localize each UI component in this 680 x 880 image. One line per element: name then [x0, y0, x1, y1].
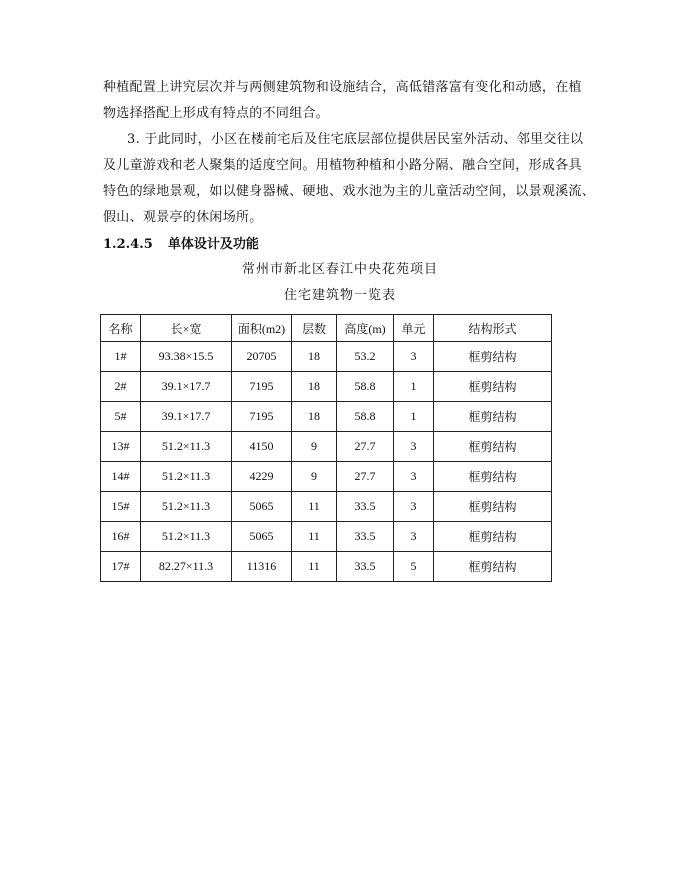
cell-structure: 框剪结构 [434, 402, 552, 432]
cell-structure: 框剪结构 [434, 492, 552, 522]
table-row [101, 522, 552, 552]
paragraph-2-line-3: 特色的绿地景观，如以健身器械、硬地、戏水池为主的儿童活动空间，以景观溪流、 [103, 184, 596, 199]
cell-height: 33.5 [337, 492, 394, 522]
cell-area: 5065 [232, 522, 292, 552]
cell-floors: 11 [292, 492, 337, 522]
cell-dimensions: 39.1×17.7 [141, 402, 232, 432]
cell-name: 17# [101, 552, 141, 582]
cell-units: 3 [394, 342, 434, 372]
cell-dimensions: 93.38×15.5 [141, 342, 232, 372]
table-row [101, 432, 552, 462]
table-row [101, 462, 552, 492]
cell-floors: 9 [292, 462, 337, 492]
cell-height: 27.7 [337, 462, 394, 492]
cell-structure: 框剪结构 [434, 462, 552, 492]
cell-height: 33.5 [337, 522, 394, 552]
cell-dimensions: 51.2×11.3 [141, 522, 232, 552]
header-floors: 层数 [292, 315, 337, 342]
cell-area: 4229 [232, 462, 292, 492]
cell-name: 14# [101, 462, 141, 492]
table-row [101, 372, 552, 402]
cell-area: 5065 [232, 492, 292, 522]
table-header-row [101, 315, 552, 342]
cell-height: 33.5 [337, 552, 394, 582]
cell-name: 13# [101, 432, 141, 462]
header-structure: 结构形式 [434, 315, 552, 342]
cell-area: 7195 [232, 402, 292, 432]
cell-structure: 框剪结构 [434, 522, 552, 552]
cell-dimensions: 51.2×11.3 [141, 492, 232, 522]
table-title-line-1: 常州市新北区春江中央花苑项目 [241, 262, 438, 277]
cell-units: 3 [394, 432, 434, 462]
cell-name: 2# [101, 372, 141, 402]
cell-floors: 9 [292, 432, 337, 462]
cell-units: 5 [394, 552, 434, 582]
paragraph-2-line-1: 3. 于此同时，小区在楼前宅后及住宅底层部位提供居民室外活动、邻里交往以 [127, 132, 584, 147]
header-height: 高度(m) [337, 315, 394, 342]
cell-dimensions: 82.27×11.3 [141, 552, 232, 582]
cell-floors: 11 [292, 552, 337, 582]
cell-structure: 框剪结构 [434, 342, 552, 372]
cell-units: 1 [394, 402, 434, 432]
cell-floors: 18 [292, 342, 337, 372]
cell-name: 15# [101, 492, 141, 522]
cell-units: 1 [394, 372, 434, 402]
cell-area: 11316 [232, 552, 292, 582]
table-row [101, 492, 552, 522]
cell-floors: 18 [292, 402, 337, 432]
table-row [101, 552, 552, 582]
paragraph-1-line-1: 种植配置上讲究层次并与两侧建筑物和设施结合，高低错落富有变化和动感，在植 [103, 80, 582, 95]
cell-name: 5# [101, 402, 141, 432]
cell-height: 58.8 [337, 372, 394, 402]
table-title-line-2: 住宅建筑物一览表 [283, 288, 396, 303]
section-title: 单体设计及功能 [167, 237, 259, 252]
cell-floors: 18 [292, 372, 337, 402]
cell-dimensions: 51.2×11.3 [141, 432, 232, 462]
cell-height: 27.7 [337, 432, 394, 462]
header-name: 名称 [101, 315, 141, 342]
building-table [100, 314, 552, 582]
section-number: 1.2.4.5 [103, 237, 153, 252]
cell-area: 7195 [232, 372, 292, 402]
cell-name: 16# [101, 522, 141, 552]
section-heading [103, 235, 259, 255]
cell-dimensions: 39.1×17.7 [141, 372, 232, 402]
cell-floors: 11 [292, 522, 337, 552]
paragraph-2-line-4: 假山、观景亭的休闲场所。 [103, 210, 263, 225]
paragraph-1-line-2: 物选择搭配上形成有特点的不同组合。 [103, 106, 330, 121]
table-row [101, 342, 552, 372]
cell-units: 3 [394, 522, 434, 552]
cell-height: 58.8 [337, 402, 394, 432]
cell-dimensions: 51.2×11.3 [141, 462, 232, 492]
cell-units: 3 [394, 462, 434, 492]
header-dimensions: 长×宽 [141, 315, 232, 342]
paragraph-2-line-2: 及儿童游戏和老人聚集的适度空间。用植物种植和小路分隔、融合空间，形成各具 [103, 158, 582, 173]
cell-structure: 框剪结构 [434, 432, 552, 462]
header-units: 单元 [394, 315, 434, 342]
cell-name: 1# [101, 342, 141, 372]
cell-area: 4150 [232, 432, 292, 462]
cell-structure: 框剪结构 [434, 372, 552, 402]
cell-units: 3 [394, 492, 434, 522]
table-row [101, 402, 552, 432]
cell-height: 53.2 [337, 342, 394, 372]
cell-area: 20705 [232, 342, 292, 372]
header-area: 面积(m2) [232, 315, 292, 342]
cell-structure: 框剪结构 [434, 552, 552, 582]
